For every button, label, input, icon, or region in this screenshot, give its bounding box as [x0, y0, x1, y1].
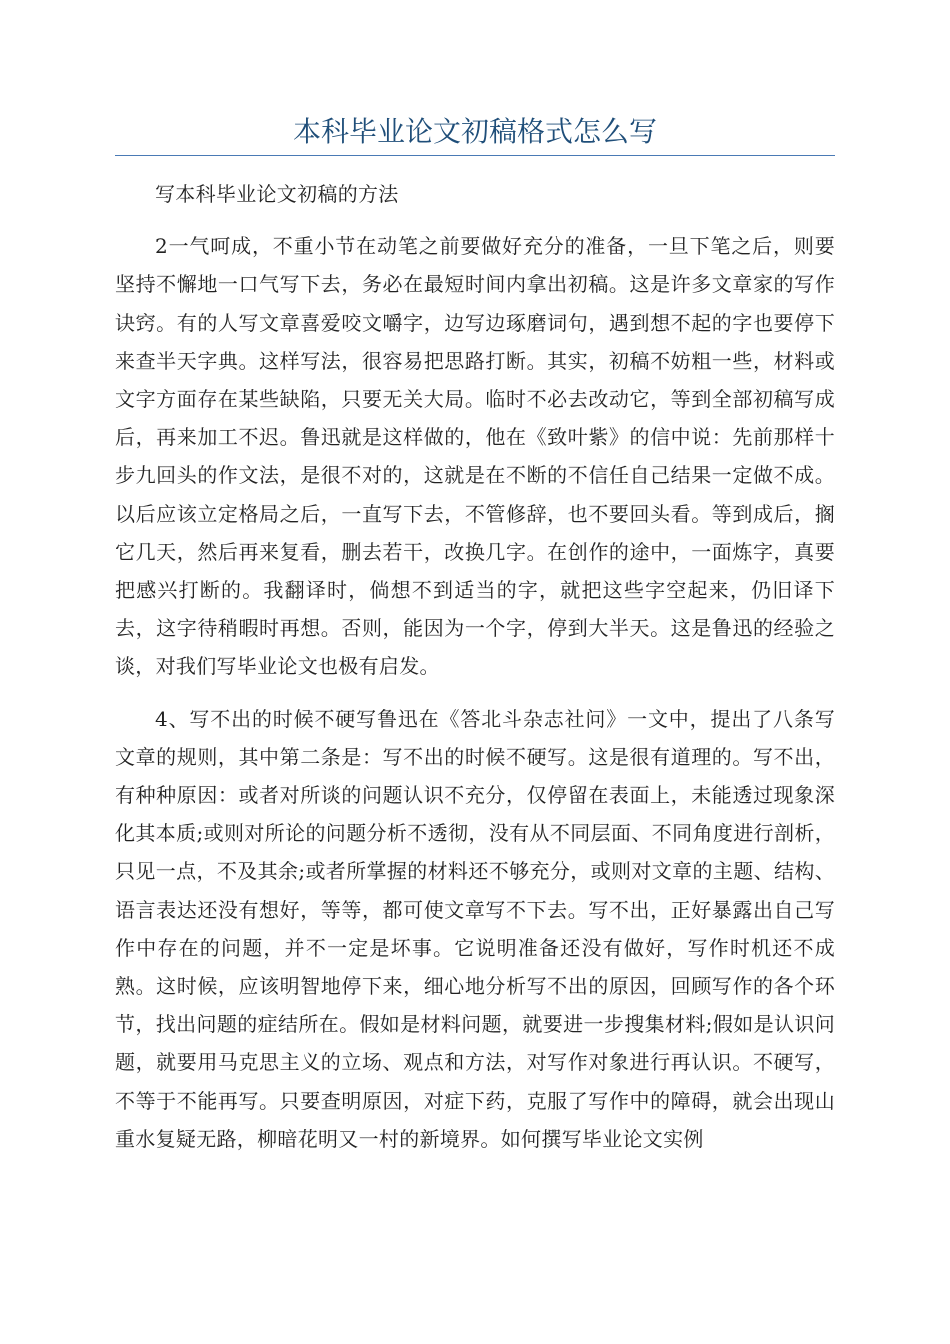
body-paragraph: 4、写不出的时候不硬写鲁迅在《答北斗杂志社问》一文中，提出了八条写文章的规则，其中第二条是：写不出的时候不硬写。这是很有道理的。写不出，有种种原因：或者对所谈的问题认识不充分，仅停留在表面上，未能透过现象深化其本质;或则对所论的问题分析不透彻，没有从不同层面、不同角度进行剖析，只见一点，不及其余;或者所掌握的材料还不够充分，或则对文章的主题、结构、语言表达还没有想好，等等，都可使文章写不下去。写不出，正好暴露出自己写作中存在的问题，并不一定是坏事。它说明准备还没有做好，写作时机还不成熟。这时候，应该明智地停下来，细心地分析写不出的原因，回顾写作的各个环节，找出问题的症结所在。假如是材料问题，就要进一步搜集材料;假如是认识问题，就要用马克思主义的立场、观点和方法，对写作对象进行再认识。不硬写，不等于不能再写。只要查明原因，对症下药，克服了写作中的障碍，就会出现山重水复疑无路，柳暗花明又一村的新境界。如何撰写毕业论文实例: [115, 706, 835, 1151]
document-body: [115, 175, 835, 1172]
body-paragraph: 2一气呵成，不重小节在动笔之前要做好充分的准备，一旦下笔之后，则要坚持不懈地一口气写下去，务必在最短时间内拿出初稿。这是许多文章家的写作诀窍。有的人写文章喜爱咬文嚼字，边写边琢磨词句，遇到想不起的字也要停下来查半天字典。这样写法，很容易把思路打断。其实，初稿不妨粗一些，材料或文字方面存在某些缺陷，只要无关大局。临时不必去改动它，等到全部初稿写成后，再来加工不迟。鲁迅就是这样做的，他在《致叶紫》的信中说：先前那样十步九回头的作文法，是很不对的，这就是在不断的不信任自己结果一定做不成。以后应该立定格局之后，一直写下去，不管修辞，也不要回头看。等到成后，搁它几天，然后再来复看，删去若干，改换几字。在创作的途中，一面炼字，真要把感兴打断的。我翻译时，倘想不到适当的字，就把这些字空起来，仍旧译下去，这字待稍暇时再想。否则，能因为一个字，停到大半天。这是鲁迅的经验之谈，对我们写毕业论文也极有启发。: [115, 234, 835, 679]
section-heading-paragraph: 写本科毕业论文初稿的方法: [155, 182, 399, 206]
title-underline: [115, 155, 835, 156]
document-title: 本科毕业论文初稿格式怎么写: [292, 115, 657, 148]
